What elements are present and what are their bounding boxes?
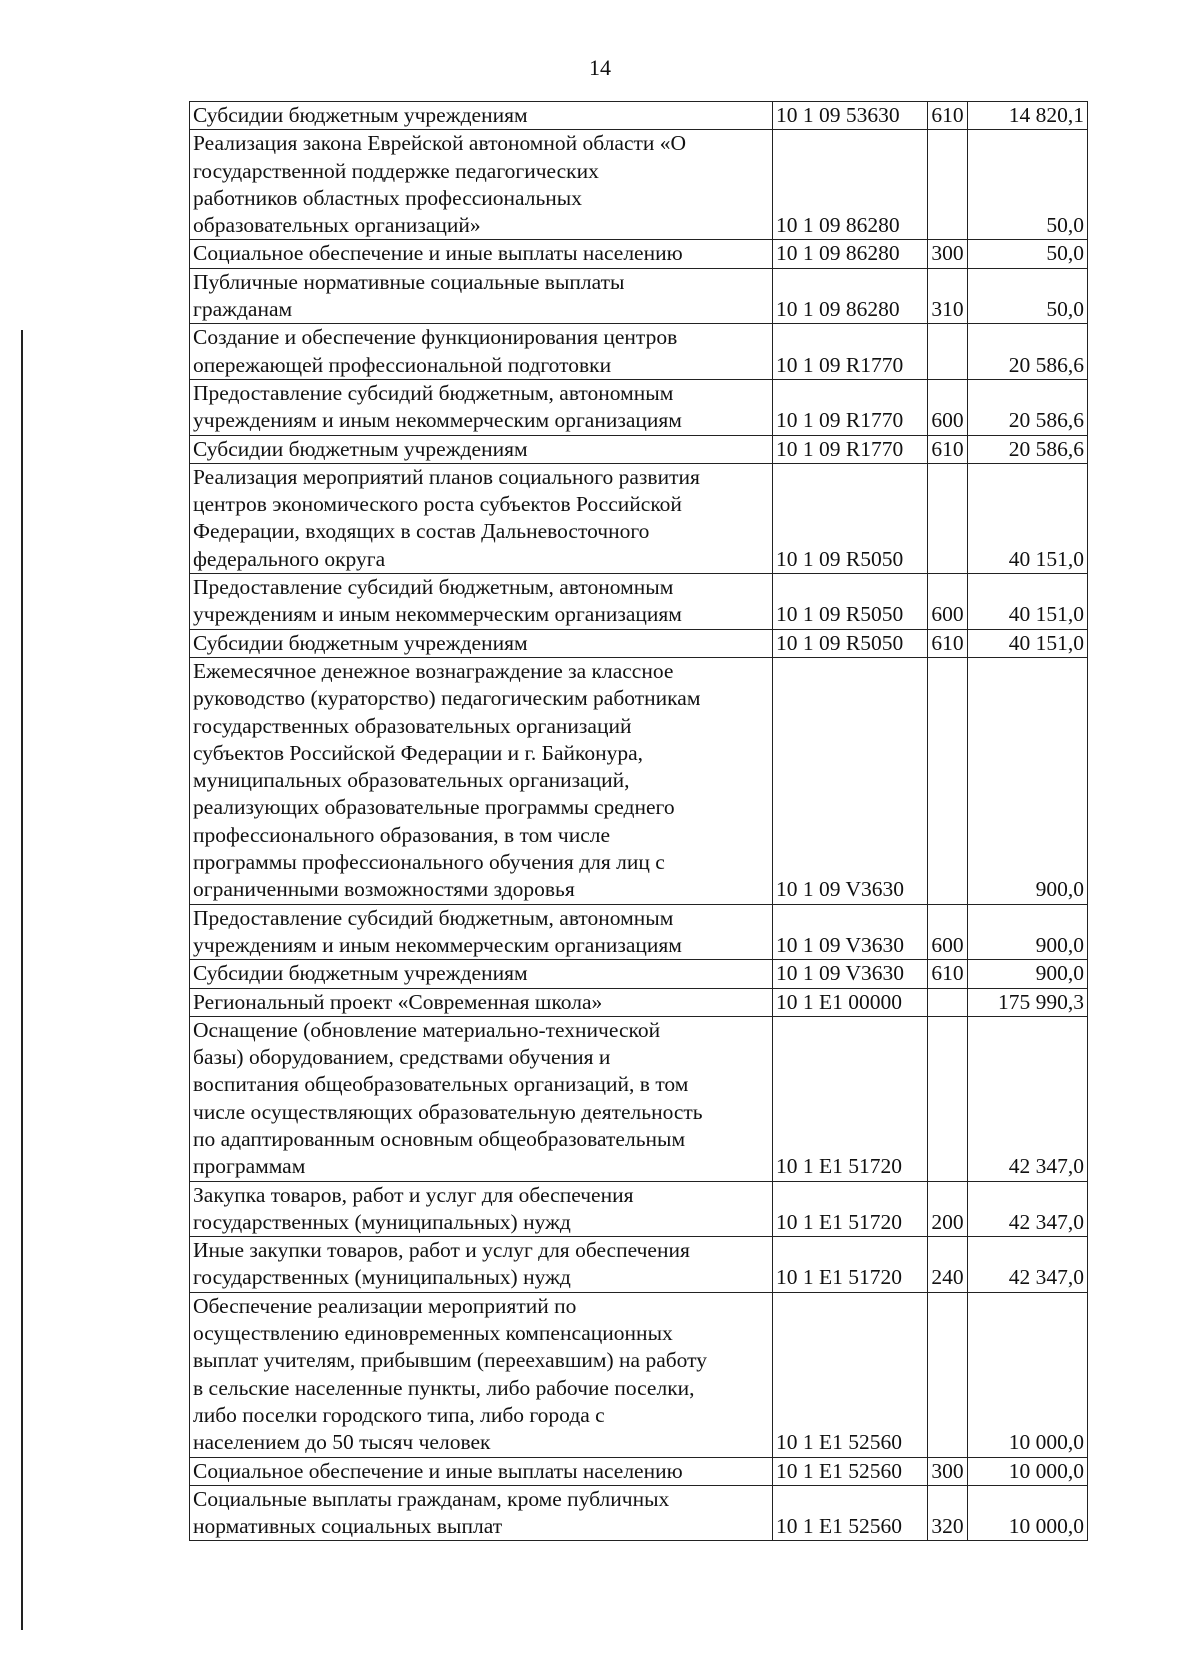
row-name-cell: Социальное обеспечение и иные выплаты населению xyxy=(190,1457,773,1485)
table-row xyxy=(190,268,1088,324)
row-amount-cell: 40 151,0 xyxy=(968,463,1088,573)
row-name-cell: Иные закупки товаров, работ и услуг для обеспечения государственных (муниципальных) нужд xyxy=(190,1237,773,1293)
row-amount-cell: 50,0 xyxy=(968,240,1088,268)
row-target-code-cell: 10 1 09 V3630 xyxy=(773,960,928,988)
row-name-cell: Предоставление субсидий бюджетным, автономным учреждениям и иным некоммерческим организациям xyxy=(190,379,773,435)
row-target-code-cell: 10 1 09 R1770 xyxy=(773,435,928,463)
row-name-cell: Создание и обеспечение функционирования центров опережающей профессиональной подготовки xyxy=(190,324,773,380)
row-name-cell: Реализация закона Еврейской автономной области «О государственной поддержке педагогических работников областных профессиональных образовательных организаций» xyxy=(190,130,773,240)
row-target-code-cell: 10 1 E1 51720 xyxy=(773,1181,928,1237)
row-target-code-cell: 10 1 E1 52560 xyxy=(773,1457,928,1485)
row-expense-type-cell xyxy=(928,324,968,380)
table-row xyxy=(190,1485,1088,1541)
row-expense-type-cell: 200 xyxy=(928,1181,968,1237)
row-name-cell: Субсидии бюджетным учреждениям xyxy=(190,102,773,130)
row-target-code-cell: 10 1 09 53630 xyxy=(773,102,928,130)
table-row xyxy=(190,1181,1088,1237)
budget-table xyxy=(189,101,1088,1541)
table-row xyxy=(190,574,1088,630)
row-amount-cell: 50,0 xyxy=(968,268,1088,324)
row-amount-cell: 40 151,0 xyxy=(968,574,1088,630)
row-target-code-cell: 10 1 E1 51720 xyxy=(773,1237,928,1293)
row-expense-type-cell xyxy=(928,1292,968,1457)
row-amount-cell: 900,0 xyxy=(968,960,1088,988)
table-row xyxy=(190,960,1088,988)
table-row xyxy=(190,1292,1088,1457)
row-expense-type-cell: 610 xyxy=(928,102,968,130)
row-target-code-cell: 10 1 09 R1770 xyxy=(773,324,928,380)
row-target-code-cell: 10 1 09 R5050 xyxy=(773,463,928,573)
table-row xyxy=(190,102,1088,130)
row-amount-cell: 20 586,6 xyxy=(968,435,1088,463)
row-expense-type-cell xyxy=(928,1016,968,1181)
row-name-cell: Ежемесячное денежное вознаграждение за классное руководство (кураторство) педагогическим работникам государственных образовательных организаций субъектов Российской Федерации и г. Байконура, муниципальных образовательных организаций, реализующих образовательные программы среднего профессионального образования, в том числе программы профессионального обучения для лиц с ограниченными возможностями здоровья xyxy=(190,657,773,904)
row-expense-type-cell: 600 xyxy=(928,379,968,435)
row-target-code-cell: 10 1 09 86280 xyxy=(773,268,928,324)
row-name-cell: Социальные выплаты гражданам, кроме публичных нормативных социальных выплат xyxy=(190,1485,773,1541)
row-name-cell: Обеспечение реализации мероприятий по осуществлению единовременных компенсационных выплат учителям, прибывшим (переехавшим) на работу в сельские населенные пункты, либо рабочие поселки, либо поселки городского типа, либо города с населением до 50 тысяч человек xyxy=(190,1292,773,1457)
row-expense-type-cell: 320 xyxy=(928,1485,968,1541)
table-row xyxy=(190,1237,1088,1293)
row-target-code-cell: 10 1 E1 51720 xyxy=(773,1016,928,1181)
row-name-cell: Предоставление субсидий бюджетным, автономным учреждениям и иным некоммерческим организациям xyxy=(190,904,773,960)
row-expense-type-cell xyxy=(928,657,968,904)
table-row xyxy=(190,435,1088,463)
table-row xyxy=(190,1016,1088,1181)
table-row xyxy=(190,904,1088,960)
row-name-cell: Субсидии бюджетным учреждениям xyxy=(190,960,773,988)
row-name-cell: Закупка товаров, работ и услуг для обеспечения государственных (муниципальных) нужд xyxy=(190,1181,773,1237)
row-amount-cell: 20 586,6 xyxy=(968,324,1088,380)
row-target-code-cell: 10 1 09 V3630 xyxy=(773,657,928,904)
scan-edge-line xyxy=(21,330,23,1630)
row-name-cell: Социальное обеспечение и иные выплаты населению xyxy=(190,240,773,268)
row-expense-type-cell: 300 xyxy=(928,240,968,268)
row-name-cell: Предоставление субсидий бюджетным, автономным учреждениям и иным некоммерческим организациям xyxy=(190,574,773,630)
row-name-cell: Публичные нормативные социальные выплаты гражданам xyxy=(190,268,773,324)
table-row xyxy=(190,629,1088,657)
row-amount-cell: 42 347,0 xyxy=(968,1016,1088,1181)
row-expense-type-cell: 610 xyxy=(928,435,968,463)
row-target-code-cell: 10 1 09 R1770 xyxy=(773,379,928,435)
row-expense-type-cell xyxy=(928,988,968,1016)
row-name-cell: Реализация мероприятий планов социального развития центров экономического роста субъектов Российской Федерации, входящих в состав Дальневосточного федерального округа xyxy=(190,463,773,573)
row-expense-type-cell xyxy=(928,463,968,573)
row-expense-type-cell: 240 xyxy=(928,1237,968,1293)
row-amount-cell: 40 151,0 xyxy=(968,629,1088,657)
row-target-code-cell: 10 1 09 86280 xyxy=(773,130,928,240)
table-row xyxy=(190,130,1088,240)
row-amount-cell: 175 990,3 xyxy=(968,988,1088,1016)
row-amount-cell: 42 347,0 xyxy=(968,1237,1088,1293)
row-name-cell: Региональный проект «Современная школа» xyxy=(190,988,773,1016)
row-amount-cell: 50,0 xyxy=(968,130,1088,240)
row-amount-cell: 900,0 xyxy=(968,657,1088,904)
row-amount-cell: 42 347,0 xyxy=(968,1181,1088,1237)
table-row xyxy=(190,240,1088,268)
row-target-code-cell: 10 1 E1 52560 xyxy=(773,1292,928,1457)
row-amount-cell: 10 000,0 xyxy=(968,1485,1088,1541)
row-amount-cell: 20 586,6 xyxy=(968,379,1088,435)
table-row xyxy=(190,657,1088,904)
row-target-code-cell: 10 1 09 86280 xyxy=(773,240,928,268)
table-row xyxy=(190,379,1088,435)
row-target-code-cell: 10 1 E1 52560 xyxy=(773,1485,928,1541)
row-name-cell: Субсидии бюджетным учреждениям xyxy=(190,629,773,657)
row-target-code-cell: 10 1 09 R5050 xyxy=(773,629,928,657)
row-expense-type-cell: 600 xyxy=(928,904,968,960)
row-target-code-cell: 10 1 09 V3630 xyxy=(773,904,928,960)
table-row xyxy=(190,988,1088,1016)
budget-table-body xyxy=(190,102,1088,1541)
row-target-code-cell: 10 1 E1 00000 xyxy=(773,988,928,1016)
row-target-code-cell: 10 1 09 R5050 xyxy=(773,574,928,630)
table-row xyxy=(190,463,1088,573)
row-expense-type-cell: 610 xyxy=(928,960,968,988)
row-expense-type-cell xyxy=(928,130,968,240)
row-amount-cell: 900,0 xyxy=(968,904,1088,960)
table-row xyxy=(190,324,1088,380)
row-amount-cell: 14 820,1 xyxy=(968,102,1088,130)
row-expense-type-cell: 310 xyxy=(928,268,968,324)
row-amount-cell: 10 000,0 xyxy=(968,1457,1088,1485)
row-expense-type-cell: 600 xyxy=(928,574,968,630)
row-expense-type-cell: 610 xyxy=(928,629,968,657)
row-name-cell: Оснащение (обновление материально-технической базы) оборудованием, средствами обучения и воспитания общеобразовательных организаций, в том числе осуществляющих образовательную деятельность по адаптированным основным общеобразовательным программам xyxy=(190,1016,773,1181)
row-name-cell: Субсидии бюджетным учреждениям xyxy=(190,435,773,463)
page-number: 14 xyxy=(589,55,611,80)
table-row xyxy=(190,1457,1088,1485)
row-expense-type-cell: 300 xyxy=(928,1457,968,1485)
row-amount-cell: 10 000,0 xyxy=(968,1292,1088,1457)
